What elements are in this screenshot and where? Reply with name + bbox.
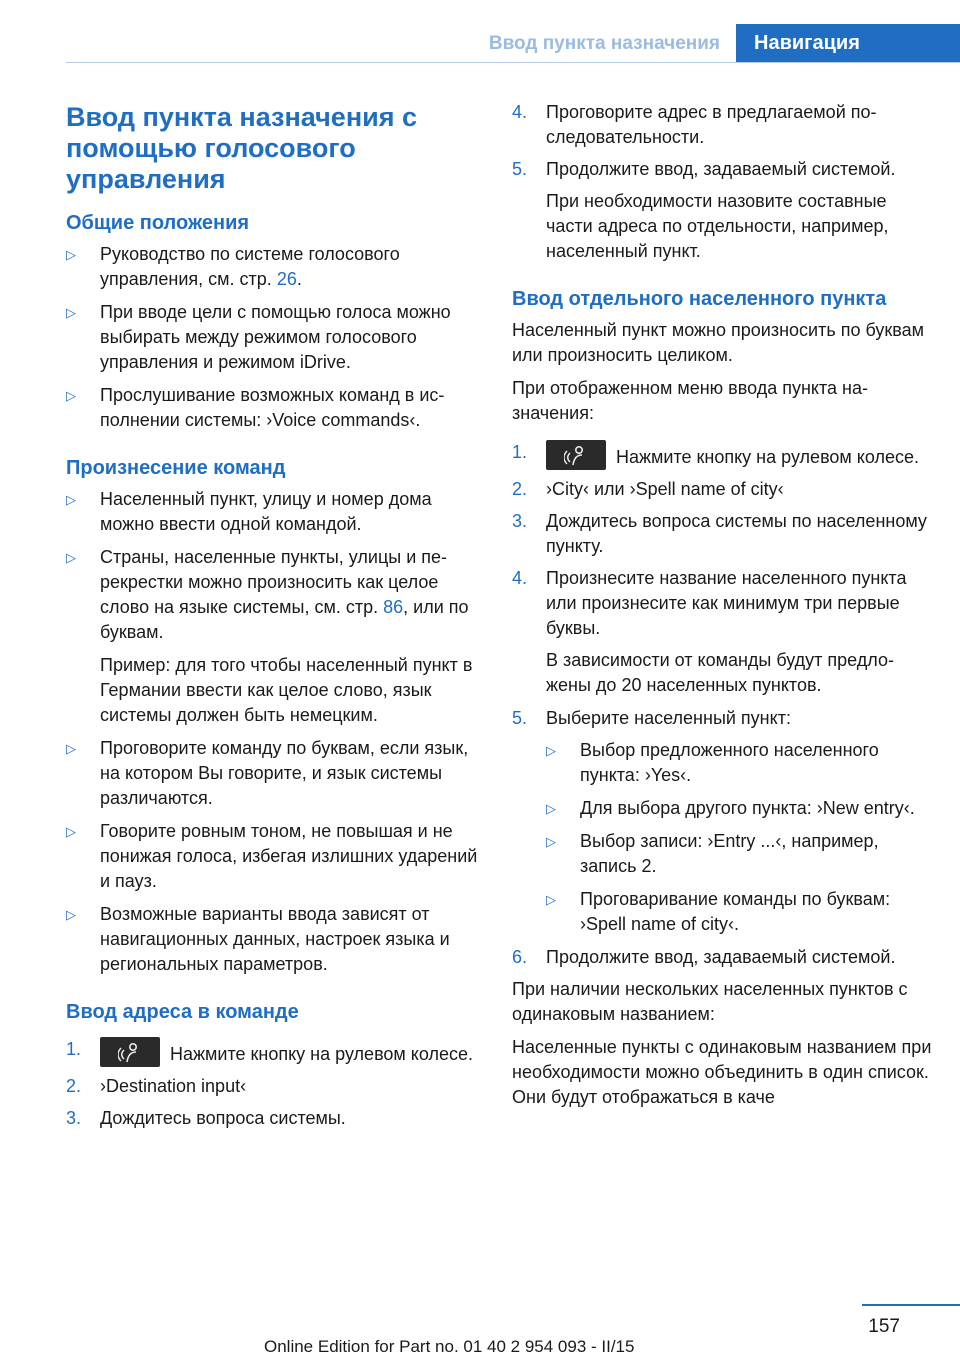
heading-general: Общие положения: [66, 212, 250, 234]
list-item: [66, 545, 484, 645]
list-item: [546, 738, 932, 788]
list-item: [66, 300, 484, 375]
numbered-step: [512, 566, 932, 641]
numbered-step: [512, 477, 932, 502]
step-text: Выберите населенный пункт:: [546, 708, 791, 728]
step-text: Дождитесь вопроса системы.: [100, 1108, 346, 1128]
bullet-triangle-icon: ▷: [66, 907, 76, 922]
numbered-step: [66, 1037, 484, 1067]
list-item-text: Населенный пункт, улицу и номер дома можно ввести одной командой.: [100, 489, 432, 534]
list-item: [66, 487, 484, 537]
step-note: При необходимости назовите составные части адреса по отдельности, например, населенный пункт.: [546, 191, 889, 261]
list-item-text: , или по буквам.: [100, 597, 469, 642]
page-link[interactable]: 86: [383, 597, 404, 617]
list-item-note: Пример: для того чтобы населенный пункт в Германии ввести как целое слово, язык системы должен быть немецким.: [100, 655, 473, 725]
list-item-text: Прослушивание возможных команд в исполнении системы: ›Voice commands‹.: [100, 385, 445, 430]
voice-command-button-icon: [546, 440, 606, 470]
bullet-triangle-icon: ▷: [546, 743, 556, 758]
bullet-triangle-icon: ▷: [66, 388, 76, 403]
step-number: 2.: [66, 1076, 82, 1096]
list-item: [546, 829, 932, 879]
step-number: 1.: [512, 442, 528, 462]
list-item-text: Проговаривание команды по буквам: ›Spell name of city‹.: [580, 889, 891, 934]
list-item: [66, 819, 484, 894]
voice-command-button-icon: [100, 1037, 160, 1067]
numbered-step: [512, 100, 932, 150]
numbered-step: [66, 1106, 484, 1131]
numbered-step: [512, 157, 932, 182]
step-text: Дождитесь вопроса системы по населенному пункту.: [546, 511, 927, 556]
list-item: [66, 736, 484, 811]
list-item: [546, 796, 932, 821]
step-number: 4.: [512, 568, 528, 588]
footer-rule: [862, 1304, 960, 1306]
list-item-text: .: [296, 269, 302, 289]
list-item: [66, 383, 484, 433]
list-item-text: Страны, населенные пункты, улицы и перекрестки можно произносить как целое слово на языке системы, см. стр.: [100, 547, 448, 617]
edition-note: Online Edition for Part no. 01 40 2 954 093 - II/15: [264, 1337, 635, 1356]
step-text: Продолжите ввод, задаваемый системой.: [546, 159, 896, 179]
numbered-step: [512, 945, 932, 970]
numbered-step: [66, 1074, 484, 1099]
bullet-triangle-icon: ▷: [66, 824, 76, 839]
step-number: 4.: [512, 102, 528, 122]
heading-address-command: Ввод адреса в команде: [66, 1001, 299, 1023]
step-text: ›City‹ или ›Spell name of city‹: [546, 479, 784, 499]
list-item: [546, 887, 932, 937]
list-item-text: При вводе цели с помощью голоса можно выбирать между режимом голосового управления и режимом iDrive.: [100, 302, 451, 372]
numbered-step: [512, 706, 932, 731]
numbered-step: [512, 509, 932, 559]
list-item-text: Для выбора другого пункта: ›New entry‹.: [580, 798, 915, 818]
page-link[interactable]: 26: [276, 269, 297, 289]
nested-list: [546, 738, 932, 937]
bullet-triangle-icon: ▷: [66, 247, 76, 262]
step-number: 3.: [512, 511, 528, 531]
paragraph: При отображенном меню ввода пункта назначения:: [512, 378, 868, 423]
bullet-triangle-icon: ▷: [66, 492, 76, 507]
list-item-text: Говорите ровным тоном, не повышая и не понижая голоса, избегая излишних ударений и пауз.: [100, 821, 478, 891]
header-section-title[interactable]: Ввод пункта назначения: [488, 33, 720, 54]
paragraph: Населенный пункт можно произносить по буквам или произносить целиком.: [512, 320, 924, 365]
page-title: Ввод пункта назначения с помощью голосового управления: [66, 102, 417, 194]
step-text: ›Destination input‹: [100, 1076, 247, 1096]
list-item-text: Руководство по системе голосового управления, см. стр.: [100, 244, 400, 289]
step-number: 3.: [66, 1108, 82, 1128]
bullet-triangle-icon: ▷: [66, 305, 76, 320]
heading-commands: Произнесение команд: [66, 457, 286, 479]
bullet-triangle-icon: ▷: [66, 741, 76, 756]
step-note: В зависимости от команды будут предложены до 20 населенных пунктов.: [546, 650, 894, 695]
step-text: Нажмите кнопку на рулевом колесе.: [616, 447, 920, 467]
bullet-triangle-icon: ▷: [546, 892, 556, 907]
list-item: [66, 902, 484, 977]
step-number: 5.: [512, 159, 528, 179]
step-text: Нажмите кнопку на рулевом колесе.: [170, 1044, 474, 1064]
list-item-text: Выбор записи: ›Entry ...‹, например, запись 2.: [580, 831, 879, 876]
step-text: Произнесите название населенного пункта или произнесите как минимум три первые буквы.: [546, 568, 907, 638]
step-text: Продолжите ввод, задаваемый системой.: [546, 947, 896, 967]
bullet-triangle-icon: ▷: [66, 550, 76, 565]
heading-single-city: Ввод отдельного населенного пункта: [512, 288, 887, 310]
bullet-triangle-icon: ▷: [546, 801, 556, 816]
left-column: [66, 102, 484, 1138]
right-column: [512, 100, 932, 1118]
bullet-triangle-icon: ▷: [546, 834, 556, 849]
header-chapter-tab[interactable]: Навигация: [736, 24, 960, 62]
paragraph: Населенные пункты с одинаковым названием при необходимости можно объединить в один список. Они будут отображаться в каче: [512, 1037, 932, 1107]
header-rule: [66, 62, 960, 63]
numbered-step: [512, 440, 932, 470]
list-item-text: Проговорите команду по буквам, если язык, на котором Вы говорите, и язык системы различаются.: [100, 738, 469, 808]
step-number: 5.: [512, 708, 528, 728]
paragraph: При наличии нескольких населенных пунктов с одинаковым названием:: [512, 979, 908, 1024]
list-item-text: Возможные варианты ввода зависят от навигационных данных, настроек языка и региональных параметров.: [100, 904, 450, 974]
page-number: 157: [868, 1316, 900, 1337]
list-item-text: Выбор предложенного населенного пункта: ›Yes‹.: [580, 740, 879, 785]
step-number: 1.: [66, 1039, 82, 1059]
list-item: [66, 242, 484, 292]
step-number: 2.: [512, 479, 528, 499]
step-number: 6.: [512, 947, 528, 967]
step-text: Проговорите адрес в предлагаемой последовательности.: [546, 102, 877, 147]
